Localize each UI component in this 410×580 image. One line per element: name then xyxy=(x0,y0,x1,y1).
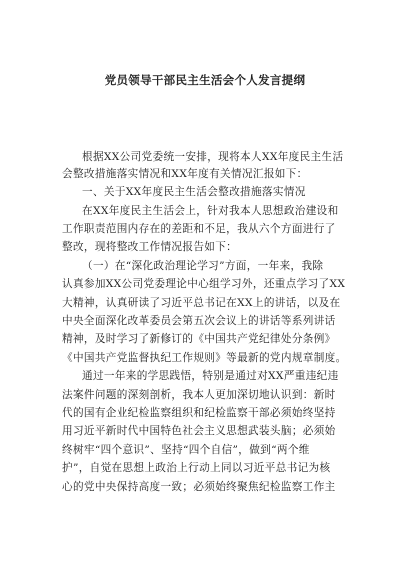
paragraph-line: 会整改措施落实情况和XX年度有关情况汇报如下： xyxy=(62,168,308,180)
paragraph-line: 代的国有企业纪检监察组织和纪检监察干部必须始终坚持 xyxy=(62,407,336,419)
paragraph-line: 《中国共产党监督执纪工作规则》等最新的党内规章制度。 xyxy=(62,352,347,364)
paragraph-line: 在XX年度民主生活会上，针对我本人思想政治建设和 xyxy=(82,205,339,217)
paragraph-line: 通过一年来的学思践悟，特别是通过对XX严重违纪违 xyxy=(82,370,339,382)
paragraph-line: 终树牢“四个意识”、坚持“四个自信”，做到“两个维 xyxy=(62,444,310,456)
paragraph-line: 整改，现将整改工作情况报告如下： xyxy=(62,241,238,253)
paragraph-line: 法案件问题的深刻剖析，我本人更加深切地认识到：新时 xyxy=(62,389,336,401)
paragraph-line: 工作职责范围内存在的差距和不足，我从六个方面进行了 xyxy=(62,223,336,235)
paragraph-line: 大精神，认真研读了习近平总书记在XX上的讲话，以及在 xyxy=(62,297,341,309)
paragraph-line: 心的党中央保持高度一致；必须始终聚焦纪检监察工作主 xyxy=(62,481,336,493)
paragraph-line: 用习近平新时代中国特色社会主义思想武装头脑；必须始 xyxy=(62,425,336,437)
paragraph-line: 认真参加XX公司党委理论中心组学习外，还重点学习了XX xyxy=(62,278,346,290)
document-title: 党员领导干部民主生活会个人发言提纲 xyxy=(104,73,306,87)
paragraph-line: （一）在“深化政治理论学习”方面，一年来，我除 xyxy=(82,260,324,272)
paragraph-line: 中央全面深化改革委员会第五次会议上的讲话等系列讲话 xyxy=(62,315,336,327)
paragraph-line: 根据XX公司党委统一安排，现将本人XX年度民主生活 xyxy=(82,151,344,163)
section-heading: 一、关于XX年度民主生活会整改措施落实情况 xyxy=(82,186,306,198)
paragraph-line: 精神，及时学习了新修订的《中国共产党纪律处分条例》 xyxy=(62,333,336,345)
paragraph-line: 护”，自觉在思想上政治上行动上同以习近平总书记为核 xyxy=(62,462,331,474)
